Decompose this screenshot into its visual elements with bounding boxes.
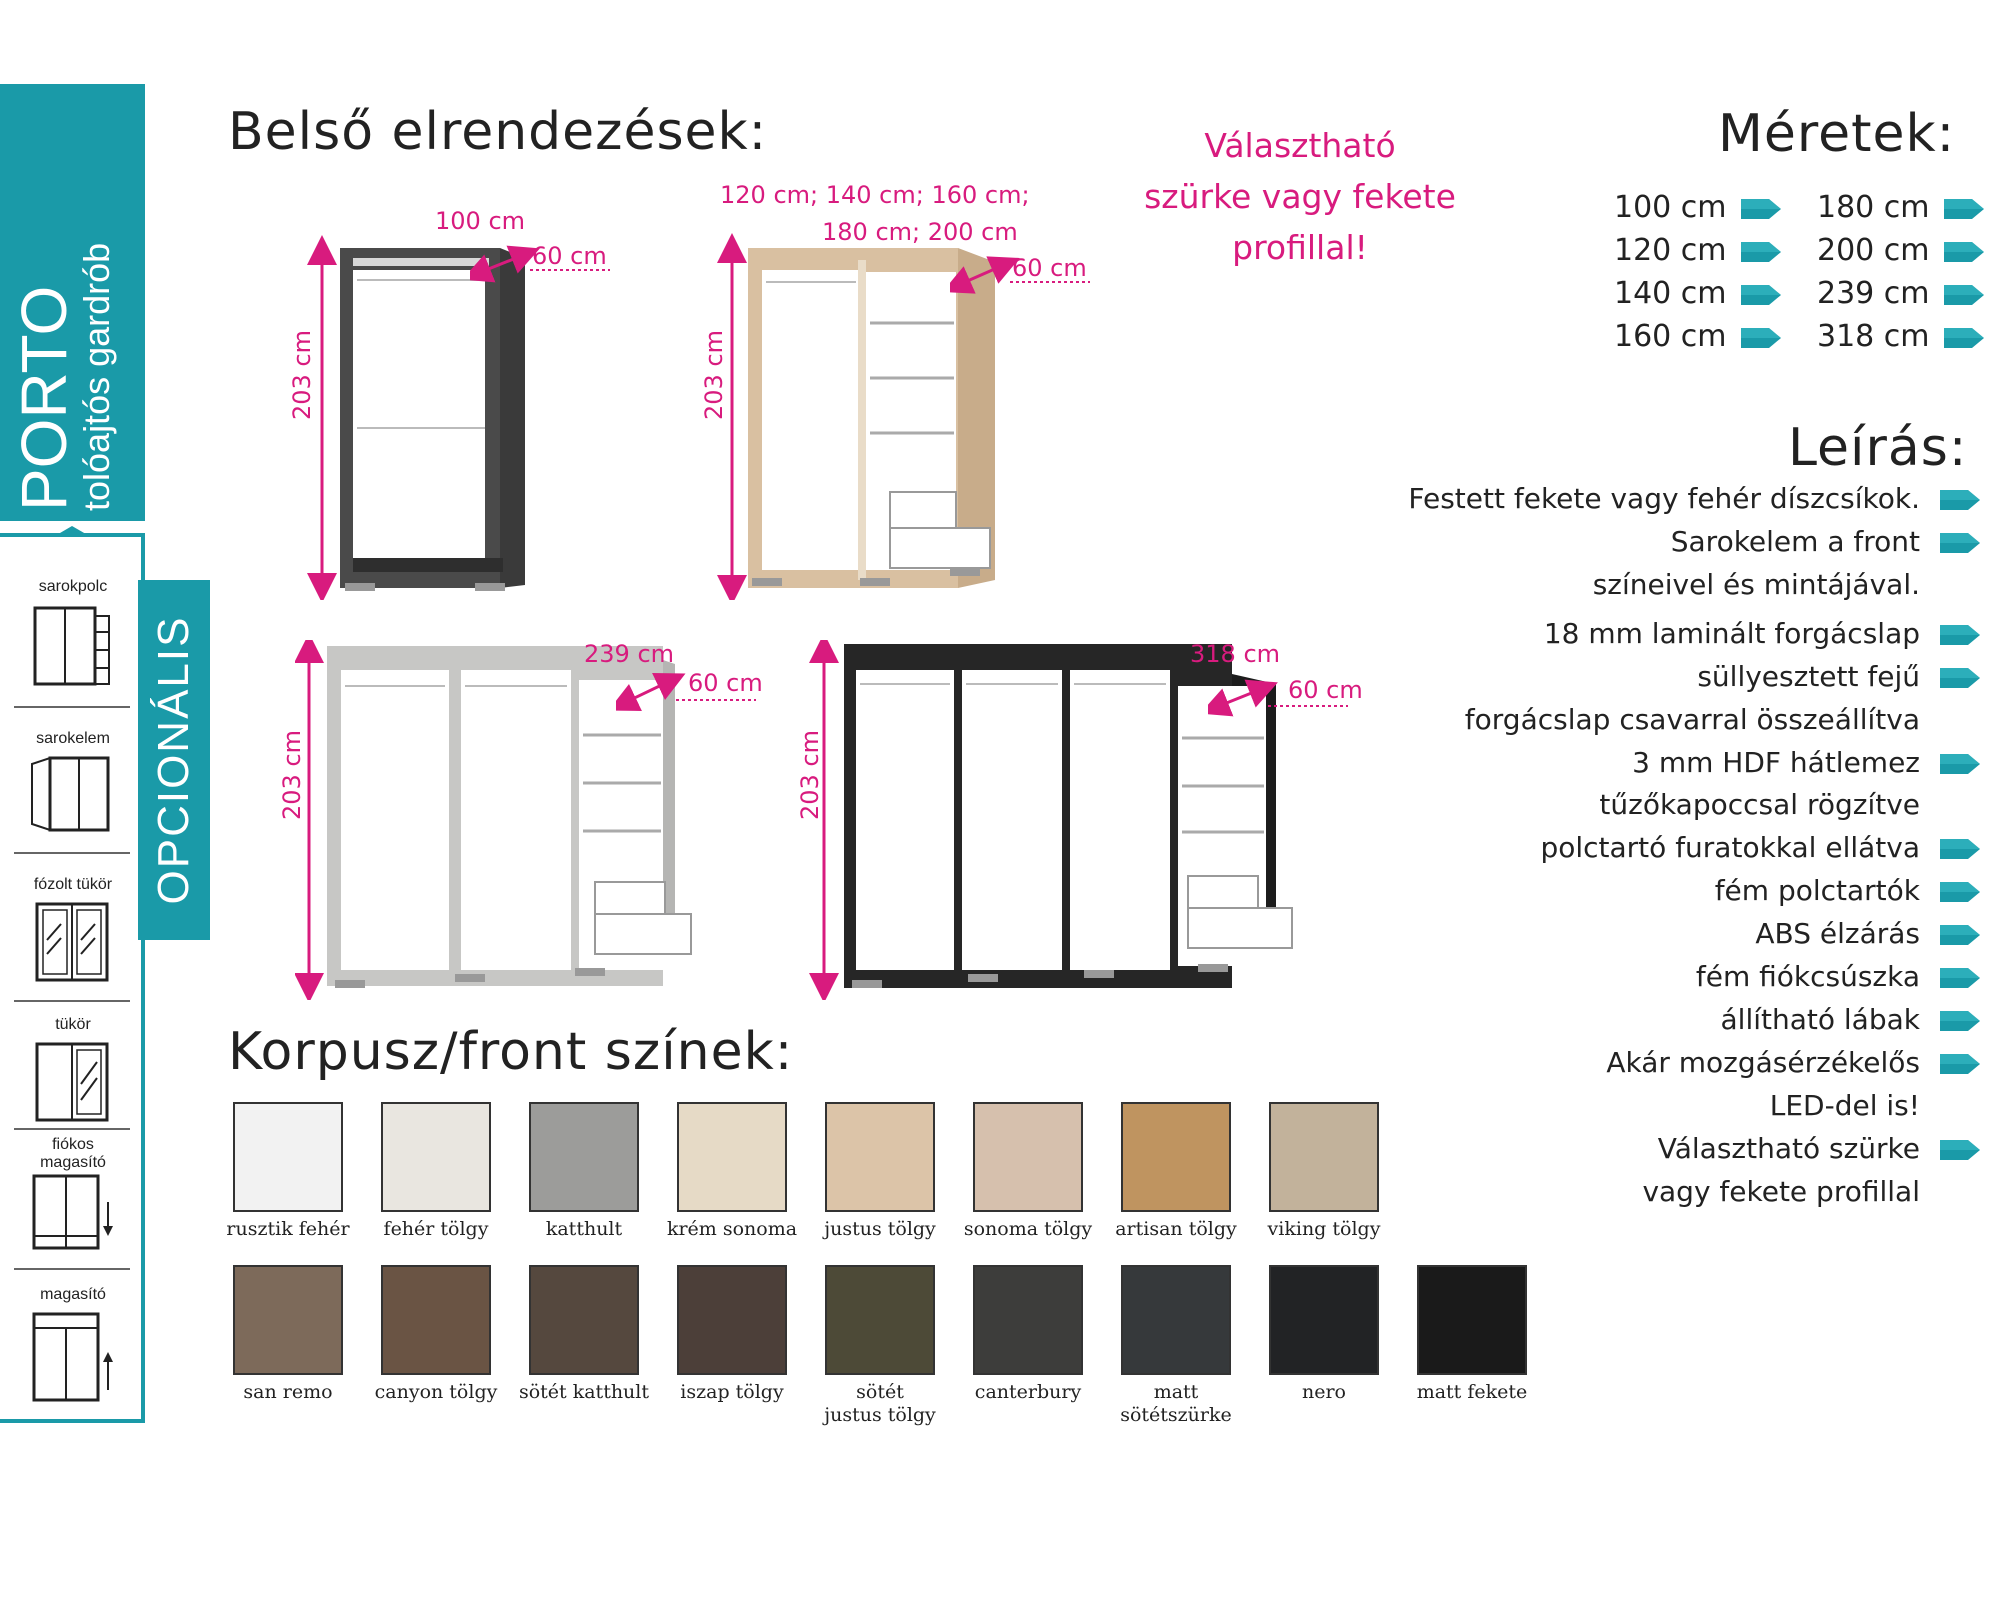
wardrobe-239-height: 203 cm	[278, 729, 306, 820]
arrow-bullet-icon	[1940, 531, 1980, 559]
color-swatch-label-line: matt	[1153, 1381, 1199, 1403]
arrow-bullet-icon	[1940, 666, 1980, 694]
brand-tab	[0, 84, 145, 521]
color-swatch[interactable]	[233, 1102, 343, 1212]
size-item	[1614, 233, 1777, 268]
size-label: 180 cm	[1817, 190, 1930, 225]
description-line: tűzőkapoccsal rögzítve	[1599, 788, 1920, 821]
size-label: 120 cm	[1614, 233, 1727, 268]
optional-item-mirror	[14, 1016, 132, 1124]
size-item	[1614, 190, 1777, 225]
color-swatch-label: iszap tölgy	[680, 1381, 784, 1403]
description-line: forgácslap csavarral összeállítva	[1464, 703, 1920, 736]
wardrobe-318-height: 203 cm	[796, 729, 824, 820]
size-item	[1817, 276, 1980, 311]
description-line: LED-del is!	[1769, 1089, 1920, 1122]
mirror-icon	[31, 1040, 115, 1124]
wardrobe-100-height: 203 cm	[288, 329, 316, 420]
optional-divider	[14, 852, 130, 854]
optional-divider	[14, 1000, 130, 1002]
optional-divider	[14, 706, 130, 708]
arrow-bullet-icon	[1944, 283, 1980, 305]
color-swatch[interactable]	[973, 1102, 1083, 1212]
size-item	[1817, 233, 1980, 268]
optional-item-label: fózolt tükör	[33, 876, 113, 893]
color-swatch[interactable]	[529, 1102, 639, 1212]
arrow-bullet-icon	[1944, 326, 1980, 348]
corner-element-icon	[28, 754, 118, 834]
optional-item-label: fiókos magasító	[40, 1136, 106, 1171]
color-swatch[interactable]	[973, 1265, 1083, 1375]
optional-item-extension	[14, 1286, 132, 1406]
color-swatch[interactable]	[677, 1102, 787, 1212]
description-line: ABS élzárás	[1755, 917, 1920, 950]
size-label: 100 cm	[1614, 190, 1727, 225]
optional-item-faceted-mirror	[14, 876, 132, 984]
extension-icon	[28, 1310, 118, 1406]
arrow-bullet-icon	[1741, 283, 1777, 305]
profile-note-line: profillal!	[1232, 228, 1368, 267]
color-swatch-label: nero	[1301, 1381, 1346, 1403]
optional-item-label: tükör	[55, 1016, 91, 1033]
arrow-bullet-icon	[1940, 1009, 1980, 1037]
description-line: 18 mm laminált forgácslap	[1543, 617, 1920, 650]
wardrobe-120-200-width-line2: 180 cm; 200 cm	[822, 218, 1018, 246]
optional-item-label: magasító	[40, 1286, 106, 1303]
color-swatch-label: justus tölgy	[824, 1218, 936, 1240]
arrow-bullet-icon	[1940, 880, 1980, 908]
wardrobe-100-width: 100 cm	[435, 207, 526, 235]
color-swatch[interactable]	[677, 1265, 787, 1375]
optional-item-label: sarokpolc	[38, 578, 108, 595]
color-swatch[interactable]	[1417, 1265, 1527, 1375]
color-swatch-label-line: sötétszürke	[1120, 1404, 1232, 1426]
arrow-bullet-icon	[1940, 1052, 1980, 1080]
color-swatch-label: canyon tölgy	[374, 1381, 498, 1403]
wardrobe-100-depth: 60 cm	[532, 242, 607, 270]
color-swatch[interactable]	[381, 1265, 491, 1375]
description-line: vagy fekete profillal	[1642, 1175, 1920, 1208]
arrow-bullet-icon	[1940, 923, 1980, 951]
wardrobe-120-200-width-line1: 120 cm; 140 cm; 160 cm;	[720, 181, 1030, 209]
optional-item-drawer-extension	[14, 1136, 132, 1256]
size-label: 160 cm	[1614, 319, 1727, 354]
arrow-bullet-icon	[1741, 240, 1777, 262]
sizes-heading: Méretek:	[1718, 104, 1956, 164]
color-swatch[interactable]	[825, 1102, 935, 1212]
arrow-bullet-icon	[1940, 966, 1980, 994]
profile-note	[1120, 120, 1480, 273]
color-swatch-label: san remo	[243, 1381, 333, 1403]
color-swatch[interactable]	[233, 1265, 343, 1375]
color-swatch[interactable]	[1269, 1102, 1379, 1212]
colors-heading: Korpusz/front színek:	[228, 1022, 794, 1082]
wardrobe-120-200-height: 203 cm	[700, 329, 728, 420]
wardrobe-318-width: 318 cm	[1190, 640, 1281, 668]
size-label: 140 cm	[1614, 276, 1727, 311]
brand-title: PORTO	[8, 285, 80, 511]
arrow-bullet-icon	[1741, 197, 1777, 219]
description-line: süllyesztett fejű	[1697, 660, 1920, 693]
arrow-bullet-icon	[1741, 326, 1777, 348]
description-line: 3 mm HDF hátlemez	[1632, 746, 1920, 779]
color-swatch[interactable]	[529, 1265, 639, 1375]
arrow-bullet-icon	[1940, 623, 1980, 651]
size-item	[1614, 276, 1777, 311]
color-swatch-label: artisan tölgy	[1115, 1218, 1237, 1240]
optional-item-corner-shelf	[14, 578, 132, 688]
color-swatch[interactable]	[1121, 1102, 1231, 1212]
color-swatch-label: rusztik fehér	[226, 1218, 350, 1240]
optional-divider	[14, 1128, 130, 1130]
color-swatch-label: krém sonoma	[666, 1218, 798, 1240]
color-swatch[interactable]	[825, 1265, 935, 1375]
drawer-extension-icon	[28, 1172, 118, 1256]
color-swatch-label: viking tölgy	[1267, 1218, 1381, 1240]
arrow-bullet-icon	[1940, 752, 1980, 780]
color-swatch-label: fehér tölgy	[383, 1218, 489, 1240]
layouts-heading: Belső elrendezések:	[228, 102, 768, 162]
optional-item-label: sarokelem	[36, 730, 110, 747]
wardrobe-239-depth: 60 cm	[688, 669, 763, 697]
size-label: 200 cm	[1817, 233, 1930, 268]
color-swatch-label	[1101, 1381, 1251, 1427]
color-swatch-label: katthult	[545, 1218, 623, 1240]
description-line: Sarokelem a front	[1670, 525, 1920, 558]
color-swatch-label: sötét katthult	[518, 1381, 650, 1403]
color-swatch-label	[805, 1381, 955, 1427]
faceted-mirror-icon	[31, 900, 115, 984]
color-swatch-label-line: justus tölgy	[824, 1404, 936, 1426]
size-item	[1817, 319, 1980, 354]
description-line: állítható lábak	[1720, 1003, 1920, 1036]
wardrobe-120-200-depth: 60 cm	[1012, 254, 1087, 282]
arrow-bullet-icon	[1940, 837, 1980, 865]
color-swatch-label: matt fekete	[1416, 1381, 1528, 1403]
profile-note-line: Választható	[1204, 126, 1396, 165]
wardrobe-318-depth: 60 cm	[1288, 676, 1363, 704]
description-line: Festett fekete vagy fehér díszcsíkok.	[1408, 482, 1920, 515]
color-swatch-label: sonoma tölgy	[963, 1218, 1093, 1240]
optional-divider	[14, 1268, 130, 1270]
arrow-bullet-icon	[1940, 488, 1980, 516]
description-line: Akár mozgásérzékelős	[1606, 1046, 1920, 1079]
color-swatch[interactable]	[381, 1102, 491, 1212]
description-line: polctartó furatokkal ellátva	[1540, 831, 1920, 864]
description-line: színeivel és mintájával.	[1592, 568, 1920, 601]
color-swatch-label-line: sötét	[856, 1381, 904, 1403]
profile-note-line: szürke vagy fekete	[1144, 177, 1456, 216]
size-label: 239 cm	[1817, 276, 1930, 311]
arrow-bullet-icon	[1944, 240, 1980, 262]
size-label: 318 cm	[1817, 319, 1930, 354]
wardrobe-239-width: 239 cm	[584, 640, 675, 668]
brand-subtitle: tolóajtós gardrób	[76, 242, 117, 511]
corner-shelf-icon	[31, 602, 115, 688]
color-swatch[interactable]	[1121, 1265, 1231, 1375]
size-item	[1817, 190, 1980, 225]
optional-item-corner-element	[14, 730, 132, 834]
color-swatch[interactable]	[1269, 1265, 1379, 1375]
description-line: fém fiókcsúszka	[1695, 960, 1920, 993]
size-item	[1614, 319, 1777, 354]
description-heading: Leírás:	[1788, 418, 1968, 478]
arrow-bullet-icon	[1940, 1138, 1980, 1166]
optional-label: OPCIONÁLIS	[138, 580, 210, 940]
description-line: fém polctartók	[1714, 874, 1920, 907]
description-line: Választható szürke	[1657, 1132, 1920, 1165]
color-swatch-label: canterbury	[974, 1381, 1082, 1403]
arrow-bullet-icon	[1944, 197, 1980, 219]
